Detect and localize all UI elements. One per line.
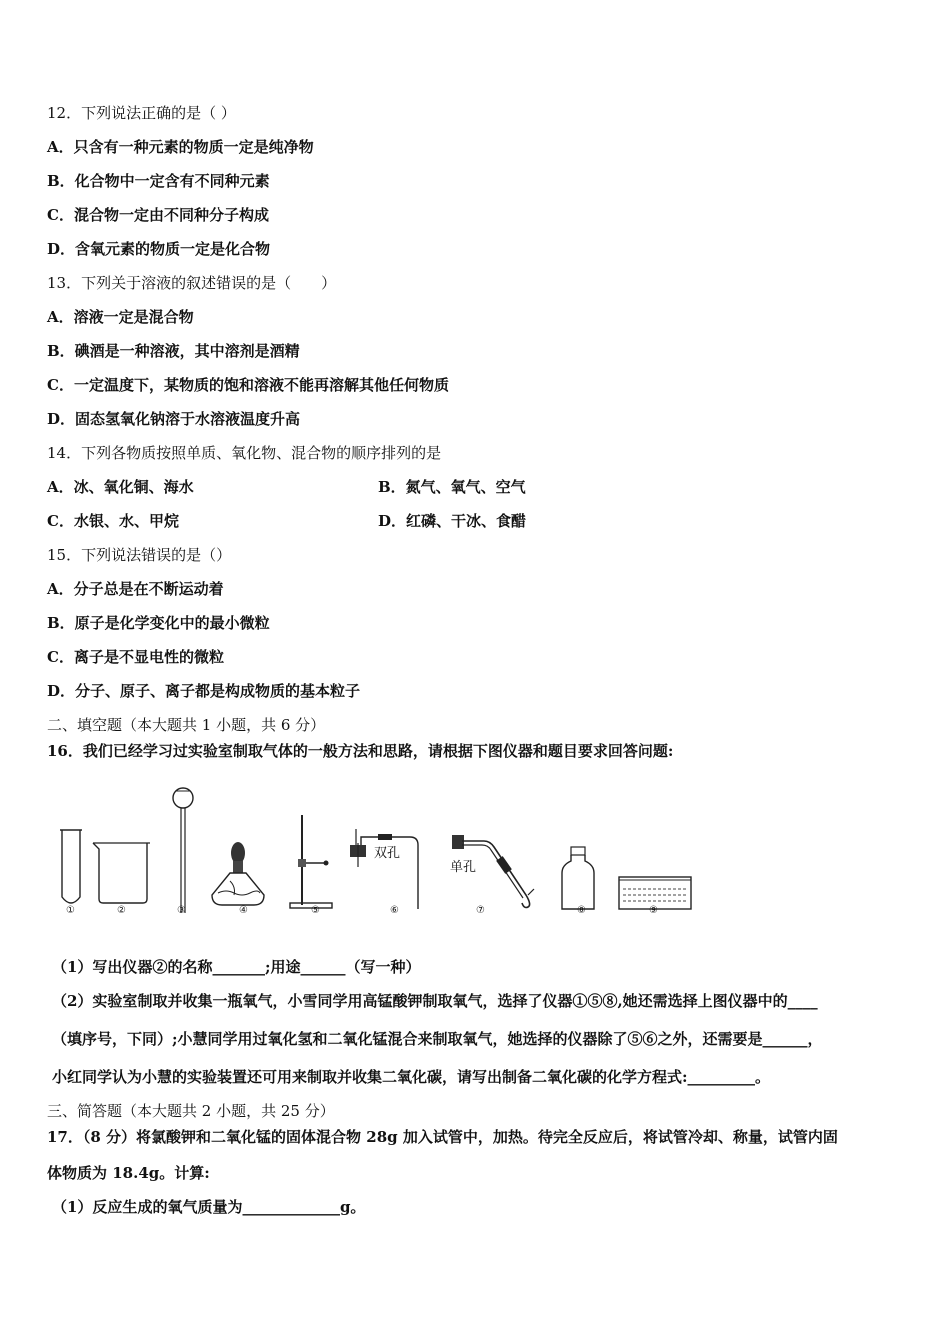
q12-option-a: A．只含有一种元素的物质一定是纯净物 [47,138,314,156]
figure-label-4: ④ [239,905,248,916]
figure-label-6: ⑥ [390,905,399,916]
q16-part-1: （1）写出仪器②的名称_______;用途______（写一种） [52,958,421,976]
q13-stem: 13．下列关于溶液的叙述错误的是（ ） [47,274,337,292]
q16-stem: 16．我们已经学习过实验室制取气体的一般方法和思路，请根据下图仪器和题目要求回答问题: [47,742,674,760]
q14-option-a: A．冰、氧化铜、海水 [47,478,194,496]
q17-stem-line1: 17．（8 分）将氯酸钾和二氧化锰的固体混合物 28g 加入试管中，加热。待完全反应后，将试管冷却、称量，试管内固 [47,1128,838,1146]
section-2-heading: 二、填空题（本大题共 1 小题，共 6 分） [47,716,326,734]
figure-label-7: ⑦ [476,905,485,916]
q16-part-2a: （2）实验室制取并收集一瓶氧气，小雪同学用高锰酸钾制取氧气，选择了仪器①⑤⑧,她还需选择上图仪器中的____ [52,992,818,1010]
figure-label-2: ② [117,905,126,916]
q14-option-d: D．红磷、干冰、食醋 [378,512,527,530]
iron-stand-icon [284,775,336,925]
q15-option-a: A．分子总是在不断运动着 [47,580,224,598]
long-neck-funnel-icon [170,775,198,925]
double-hole-label: 双孔 [374,846,401,861]
q13-option-a: A．溶液一定是混合物 [47,308,194,326]
q14-option-b: B．氮气、氧气、空气 [378,478,526,496]
q12-stem: 12．下列说法正确的是（ ） [47,104,236,122]
gas-collecting-bottle-icon [558,775,598,925]
q15-option-d: D．分子、原子、离子都是构成物质的基本粒子 [47,682,361,700]
figure-label-5: ⑤ [311,905,320,916]
q12-option-d: D．含氧元素的物质一定是化合物 [47,240,271,258]
q17-stem-line2: 体物质为 18.4g。计算: [47,1164,210,1182]
q15-stem: 15．下列说法错误的是（） [47,546,232,564]
figure-label-1: ① [66,905,75,916]
water-trough-icon [616,775,696,925]
q12-option-c: C．混合物一定由不同种分子构成 [47,206,269,224]
q14-stem: 14．下列各物质按照单质、氧化物、混合物的顺序排列的是 [47,444,442,462]
q16-part-2b: （填序号，下同）;小慧同学用过氧化氢和二氧化锰混合来制取氧气，她选择的仪器除了⑤⑥之外，还需要是______， [52,1030,823,1048]
q13-option-c: C．一定温度下，某物质的饱和溶液不能再溶解其他任何物质 [47,376,449,394]
figure-label-8: ⑧ [577,905,586,916]
q16-part-2c: 小红同学认为小慧的实验装置还可用来制取并收集二氧化碳，请写出制备二氧化碳的化学方程式:_________。 [52,1068,771,1086]
q12-option-b: B．化合物中一定含有不同种元素 [47,172,270,190]
q17-part-1: （1）反应生成的氧气质量为_____________g。 [52,1198,366,1216]
test-tube-icon [58,775,84,925]
section-3-heading: 三、简答题（本大题共 2 小题，共 25 分） [47,1102,335,1120]
single-hole-label: 单孔 [450,860,477,875]
q15-option-b: B．原子是化学变化中的最小微粒 [47,614,270,632]
alcohol-lamp-icon [206,775,270,925]
beaker-icon [90,775,154,925]
single-hole-stopper-icon [444,775,540,925]
q15-option-c: C．离子是不显电性的微粒 [47,648,224,666]
figure-label-3: ③ [177,905,186,916]
q14-option-c: C．水银、水、甲烷 [47,512,179,530]
figure-label-9: ⑨ [649,905,658,916]
q13-option-d: D．固态氢氧化钠溶于水溶液温度升高 [47,410,301,428]
q13-option-b: B．碘酒是一种溶液，其中溶剂是酒精 [47,342,300,360]
